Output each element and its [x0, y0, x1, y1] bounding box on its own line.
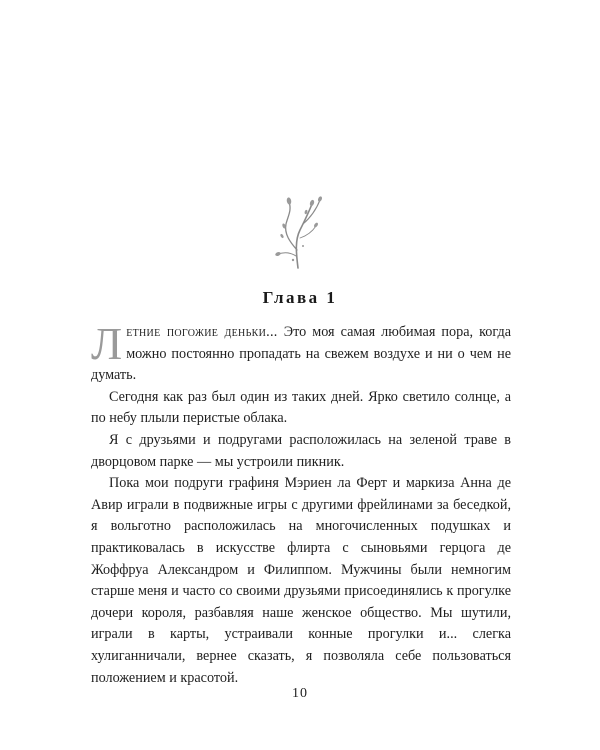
page-number: 10	[292, 686, 308, 701]
paragraph-1-smallcaps: етние погожие деньки...	[126, 324, 278, 340]
body-text	[91, 318, 511, 689]
paragraph-1	[91, 318, 511, 387]
paragraph-2: Сегодня как раз был один из таких дней. Ярко светило солнце, а по небу плыли перистые облака.	[91, 388, 511, 427]
paragraph-4: Пока мои подруги графиня Мэриен ла Ферт и маркиза Анна де Авир играли в подвижные игры с другими фрейлинами за беседкой, я вольготно расположилась на многочисленных подушках и практиковалась в искусстве флирта с сыновьями герцога де Жоффруа Александром и Филиппом. Мужчины были немногим старше меня и часто со своими друзьями присоединялись к прогулке дочери короля, разбавляя наше женское общество. Мы шутили, играли в карты, устраивали конные прогулки и... слегка хулиганничали, вернее сказать, я позволяла себе пользоваться положением и красотой.	[91, 475, 511, 686]
paragraph-3: Я с друзьями и подругами расположилась на зеленой траве в дворцовом парке — мы устроили пикник.	[91, 431, 511, 470]
drop-cap: Л	[91, 318, 123, 369]
floral-sprig-icon	[262, 190, 338, 270]
chapter-title: Глава 1	[262, 288, 338, 307]
paragraph-1-text: Это моя самая любимая пора, когда можно постоянно пропадать на свежем воздухе и ни о чем не думать.	[91, 324, 511, 384]
